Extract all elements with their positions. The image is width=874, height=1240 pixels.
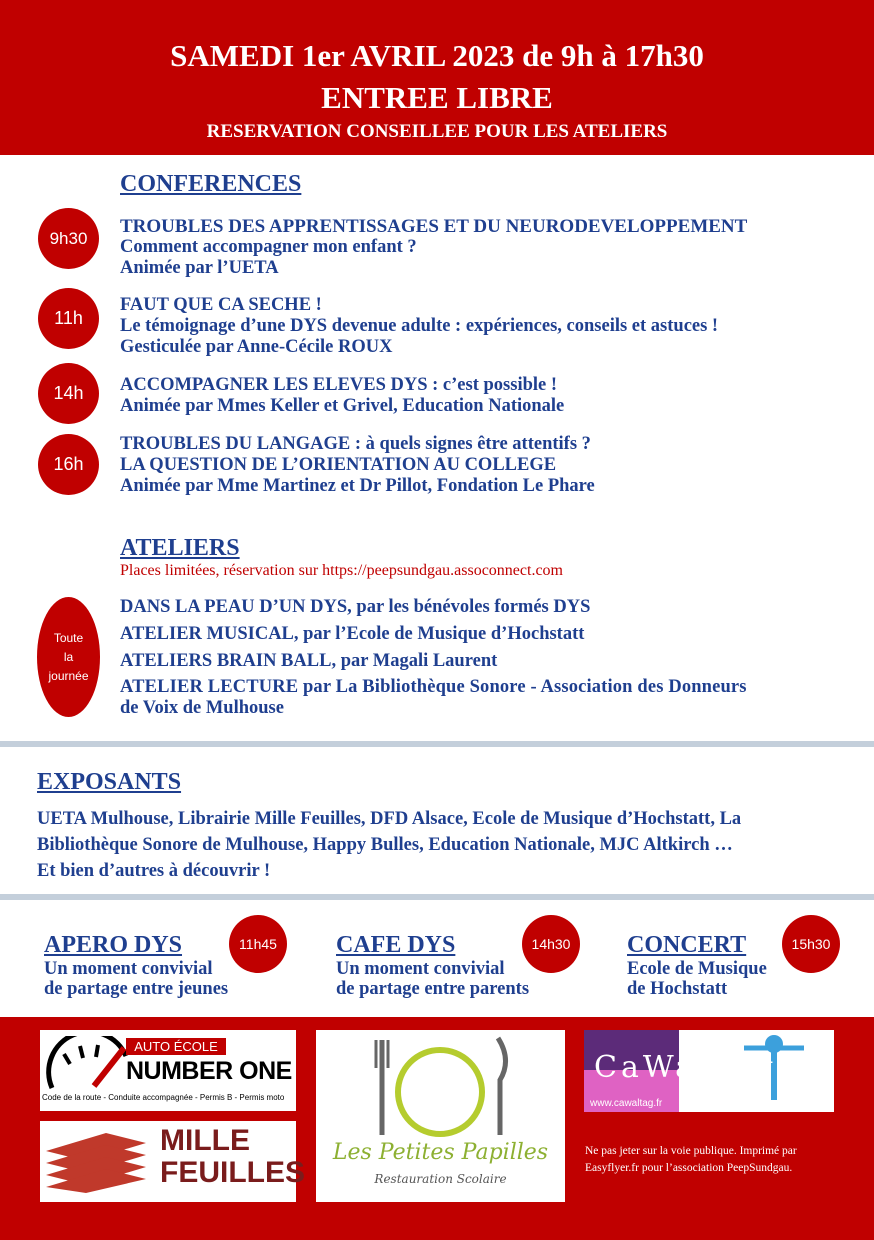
event-concert [627,932,767,999]
mille-feuilles-name [160,1125,305,1189]
exposants-line: Et bien d’autres à découvrir ! [37,861,271,881]
cawaltag-logo [584,1030,834,1112]
papilles-subtitle: Restauration Scolaire [374,1172,507,1186]
conference-speaker: Animée par Mmes Keller et Grivel, Education Nationale [120,396,565,416]
time-badge-11h: 11h [38,288,99,349]
event-date: SAMEDI 1er AVRIL 2023 de 9h à 17h30 [170,38,704,73]
speedometer-icon [44,1036,134,1096]
event-line: de partage entre jeunes [44,979,229,999]
atelier-item: DANS LA PEAU D’UN DYS, par les bénévoles formés DYS [120,597,591,617]
fine-print [585,1143,797,1177]
event-title: CAFE DYS [336,932,456,958]
divider [0,894,874,900]
event-line: Ecole de Musique [627,959,767,979]
exposants-line: UETA Mulhouse, Librairie Mille Feuilles, DFD Alsace, Ecole de Musique d’Hochstatt, La [37,809,742,829]
ateliers-reservation-note: Places limitées, réservation sur https://peepsundgau.assoconnect.com [120,562,563,579]
conference-subtitle: Le témoignage d’une DYS devenue adulte : expériences, conseils et astuces ! [120,316,719,336]
header-banner [0,0,874,155]
conference-subtitle: LA QUESTION DE L’ORIENTATION AU COLLEGE [120,455,557,475]
sponsors-footer [0,1017,874,1240]
plate-cutlery-icon [316,1030,565,1140]
exposants-title: EXPOSANTS [37,769,182,795]
event-line: de partage entre parents [336,979,530,999]
petites-papilles-logo [316,1030,565,1202]
badge-line: journée [48,668,89,683]
event-line: de Hochstatt [627,979,728,999]
event-title: CONCERT [627,932,747,958]
all-day-badge [37,597,100,717]
time-badge-11h45: 11h45 [229,915,287,973]
auto-ecole-label: AUTO ÉCOLE [126,1038,226,1055]
conference-title: TROUBLES DU LANGAGE : à quels signes être attentifs ? [120,434,591,454]
auto-ecole-name: NUMBER ONE [126,1057,292,1085]
conference-item [120,375,564,417]
auto-ecole-logo [40,1030,296,1111]
cawaltag-url: www.cawaltag.fr [590,1098,663,1109]
ateliers-title: ATELIERS [120,535,240,561]
conference-speaker: Animée par Mme Martinez et Dr Pillot, Fondation Le Phare [120,476,595,496]
divider [0,741,874,747]
conference-title: ACCOMPAGNER LES ELEVES DYS : c’est possible ! [120,375,558,395]
atelier-item: ATELIER LECTURE par La Bibliothèque Sonore - Association des Donneurs [120,677,747,697]
event-line: Un moment convivial [336,959,505,979]
conference-title: FAUT QUE CA SECHE ! [120,295,322,315]
time-badge-16h: 16h [38,434,99,495]
conference-speaker: Animée par l’UETA [120,258,279,278]
event-cafe [336,932,529,999]
conference-speaker: Gesticulée par Anne-Cécile ROUX [120,337,393,357]
fine-print-line: Ne pas jeter sur la voie publique. Imprimé par [585,1145,797,1157]
papilles-name: Les Petites Papilles [332,1140,549,1165]
time-badge-9h30: 9h30 [38,208,99,269]
time-badge-14h30: 14h30 [522,915,580,973]
event-apero [44,932,228,999]
atelier-item: ATELIER MUSICAL, par l’Ecole de Musique d’Hochstatt [120,624,585,644]
atelier-item: de Voix de Mulhouse [120,698,284,718]
cawaltag-name: CaWalTag [594,1050,778,1085]
conference-item [120,216,747,279]
conference-item [120,434,595,497]
time-badge-14h: 14h [38,363,99,424]
auto-ecole-services: Code de la route - Conduite accompagnée - Permis B - Permis moto [42,1093,285,1102]
time-badge-15h30: 15h30 [782,915,840,973]
stacked-pages-icon [46,1133,146,1193]
conference-subtitle: Comment accompagner mon enfant ? [120,237,417,257]
conference-item [120,295,718,358]
exposants-line: Bibliothèque Sonore de Mulhouse, Happy Bulles, Education Nationale, MJC Altkirch … [37,835,733,855]
event-title: APERO DYS [44,932,183,958]
mille-feuilles-line: FEUILLES [160,1156,306,1189]
fine-print-line: Easyflyer.fr pour l’association PeepSundgau. [585,1162,793,1174]
mille-feuilles-line: MILLE [160,1124,250,1157]
badge-line: la [63,649,74,664]
exposants-list [37,806,741,884]
atelier-item: ATELIERS BRAIN BALL, par Magali Laurent [120,651,498,671]
reservation-note: RESERVATION CONSEILLEE POUR LES ATELIERS [206,121,668,142]
badge-line: Toute [53,630,84,645]
event-line: Un moment convivial [44,959,213,979]
mille-feuilles-logo [40,1121,306,1202]
conferences-title: CONFERENCES [120,171,302,197]
conference-title: TROUBLES DES APPRENTISSAGES ET DU NEURODEVELOPPEMENT [120,216,748,237]
entry-free: ENTREE LIBRE [321,80,553,115]
